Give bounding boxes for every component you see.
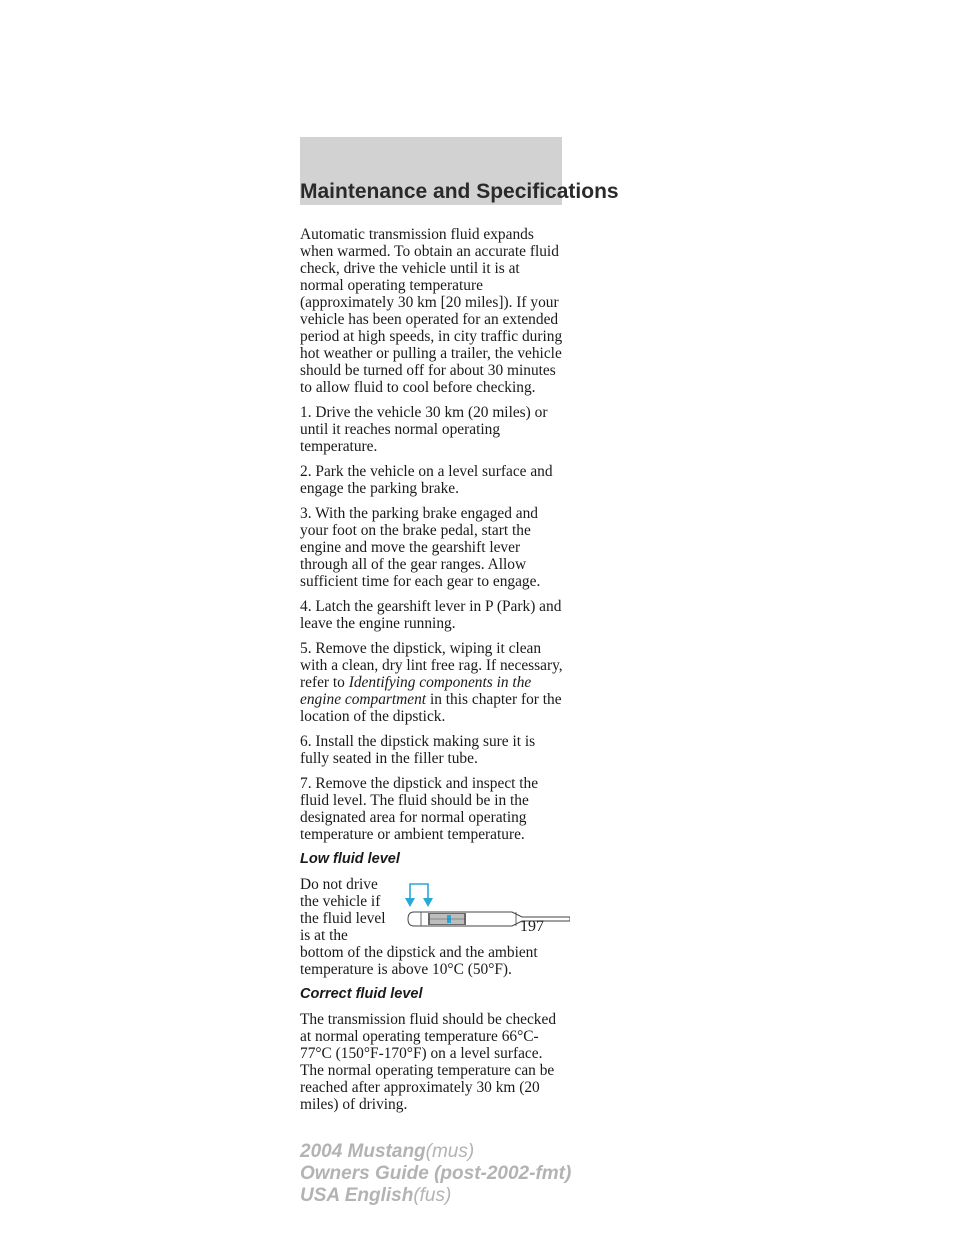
step-5-text-end: in this chapter for the location of the dipstick. bbox=[300, 691, 562, 725]
footer-model: 2004 Mustang bbox=[300, 1141, 426, 1162]
down-arrow-icon bbox=[405, 884, 433, 907]
cross-reference: Identifying components in the engine compartment bbox=[300, 674, 532, 708]
step-4: 4. Latch the gearshift lever in P (Park) and leave the engine running. bbox=[300, 598, 562, 632]
step-3: 3. With the parking brake engaged and your foot on the brake pedal, start the engine and move the gearshift lever through all of the gear ranges. Allow sufficient time for each gear to engage. bbox=[300, 505, 541, 590]
step-2: 2. Park the vehicle on a level surface and engage the parking brake. bbox=[300, 463, 553, 497]
body-text bbox=[300, 226, 566, 1121]
low-fluid-heading: Low fluid level bbox=[300, 851, 400, 867]
page-title: Maintenance and Specifications bbox=[300, 180, 619, 203]
low-fluid-text: Do not drive the vehicle if the fluid level is at the bottom of the dipstick and the ambient temperature is above 10°C (50°F). bbox=[300, 876, 538, 978]
footer-language-code: (fus) bbox=[413, 1185, 452, 1206]
footer-line-3 bbox=[300, 1185, 571, 1207]
step-5-text: 5. Remove the dipstick, wiping it clean with a clean, dry lint free rag. If necessary, refer to bbox=[300, 640, 563, 691]
footer-guide: Owners Guide (post-2002-fmt) bbox=[300, 1163, 572, 1184]
step-5 bbox=[300, 640, 566, 725]
dipstick-icon bbox=[408, 912, 570, 926]
footer-line-1 bbox=[300, 1141, 571, 1163]
dipstick-low-level-figure bbox=[400, 876, 570, 944]
footer-language: USA English bbox=[300, 1185, 414, 1206]
correct-fluid-text: The transmission fluid should be checked at normal operating temperature 66°C-77°C (150°F-170°F) on a level surface. The normal operating temperature can be reached after approximately 30 km (20 miles) of driving. bbox=[300, 1011, 557, 1113]
correct-fluid-heading: Correct fluid level bbox=[300, 986, 423, 1002]
intro-paragraph: Automatic transmission fluid expands when warmed. To obtain an accurate fluid check, drive the vehicle until it is at normal operating temperature (approximately 30 km [20 miles]). If your vehicle has been operated for an extended period at high speeds, in city traffic during hot weather or pulling a trailer, the vehicle should be turned off for about 30 minutes to allow fluid to cool before checking. bbox=[300, 226, 563, 396]
step-1: 1. Drive the vehicle 30 km (20 miles) or until it reaches normal operating temperature. bbox=[300, 404, 548, 455]
page-number: 197 bbox=[520, 918, 544, 935]
document-footer bbox=[300, 1141, 571, 1207]
footer-line-2 bbox=[300, 1163, 571, 1185]
footer-model-code: (mus) bbox=[425, 1141, 475, 1162]
step-6: 6. Install the dipstick making sure it is fully seated in the filler tube. bbox=[300, 733, 536, 767]
step-7: 7. Remove the dipstick and inspect the fluid level. The fluid should be in the designated area for normal operating temperature or ambient temperature. bbox=[300, 775, 539, 843]
